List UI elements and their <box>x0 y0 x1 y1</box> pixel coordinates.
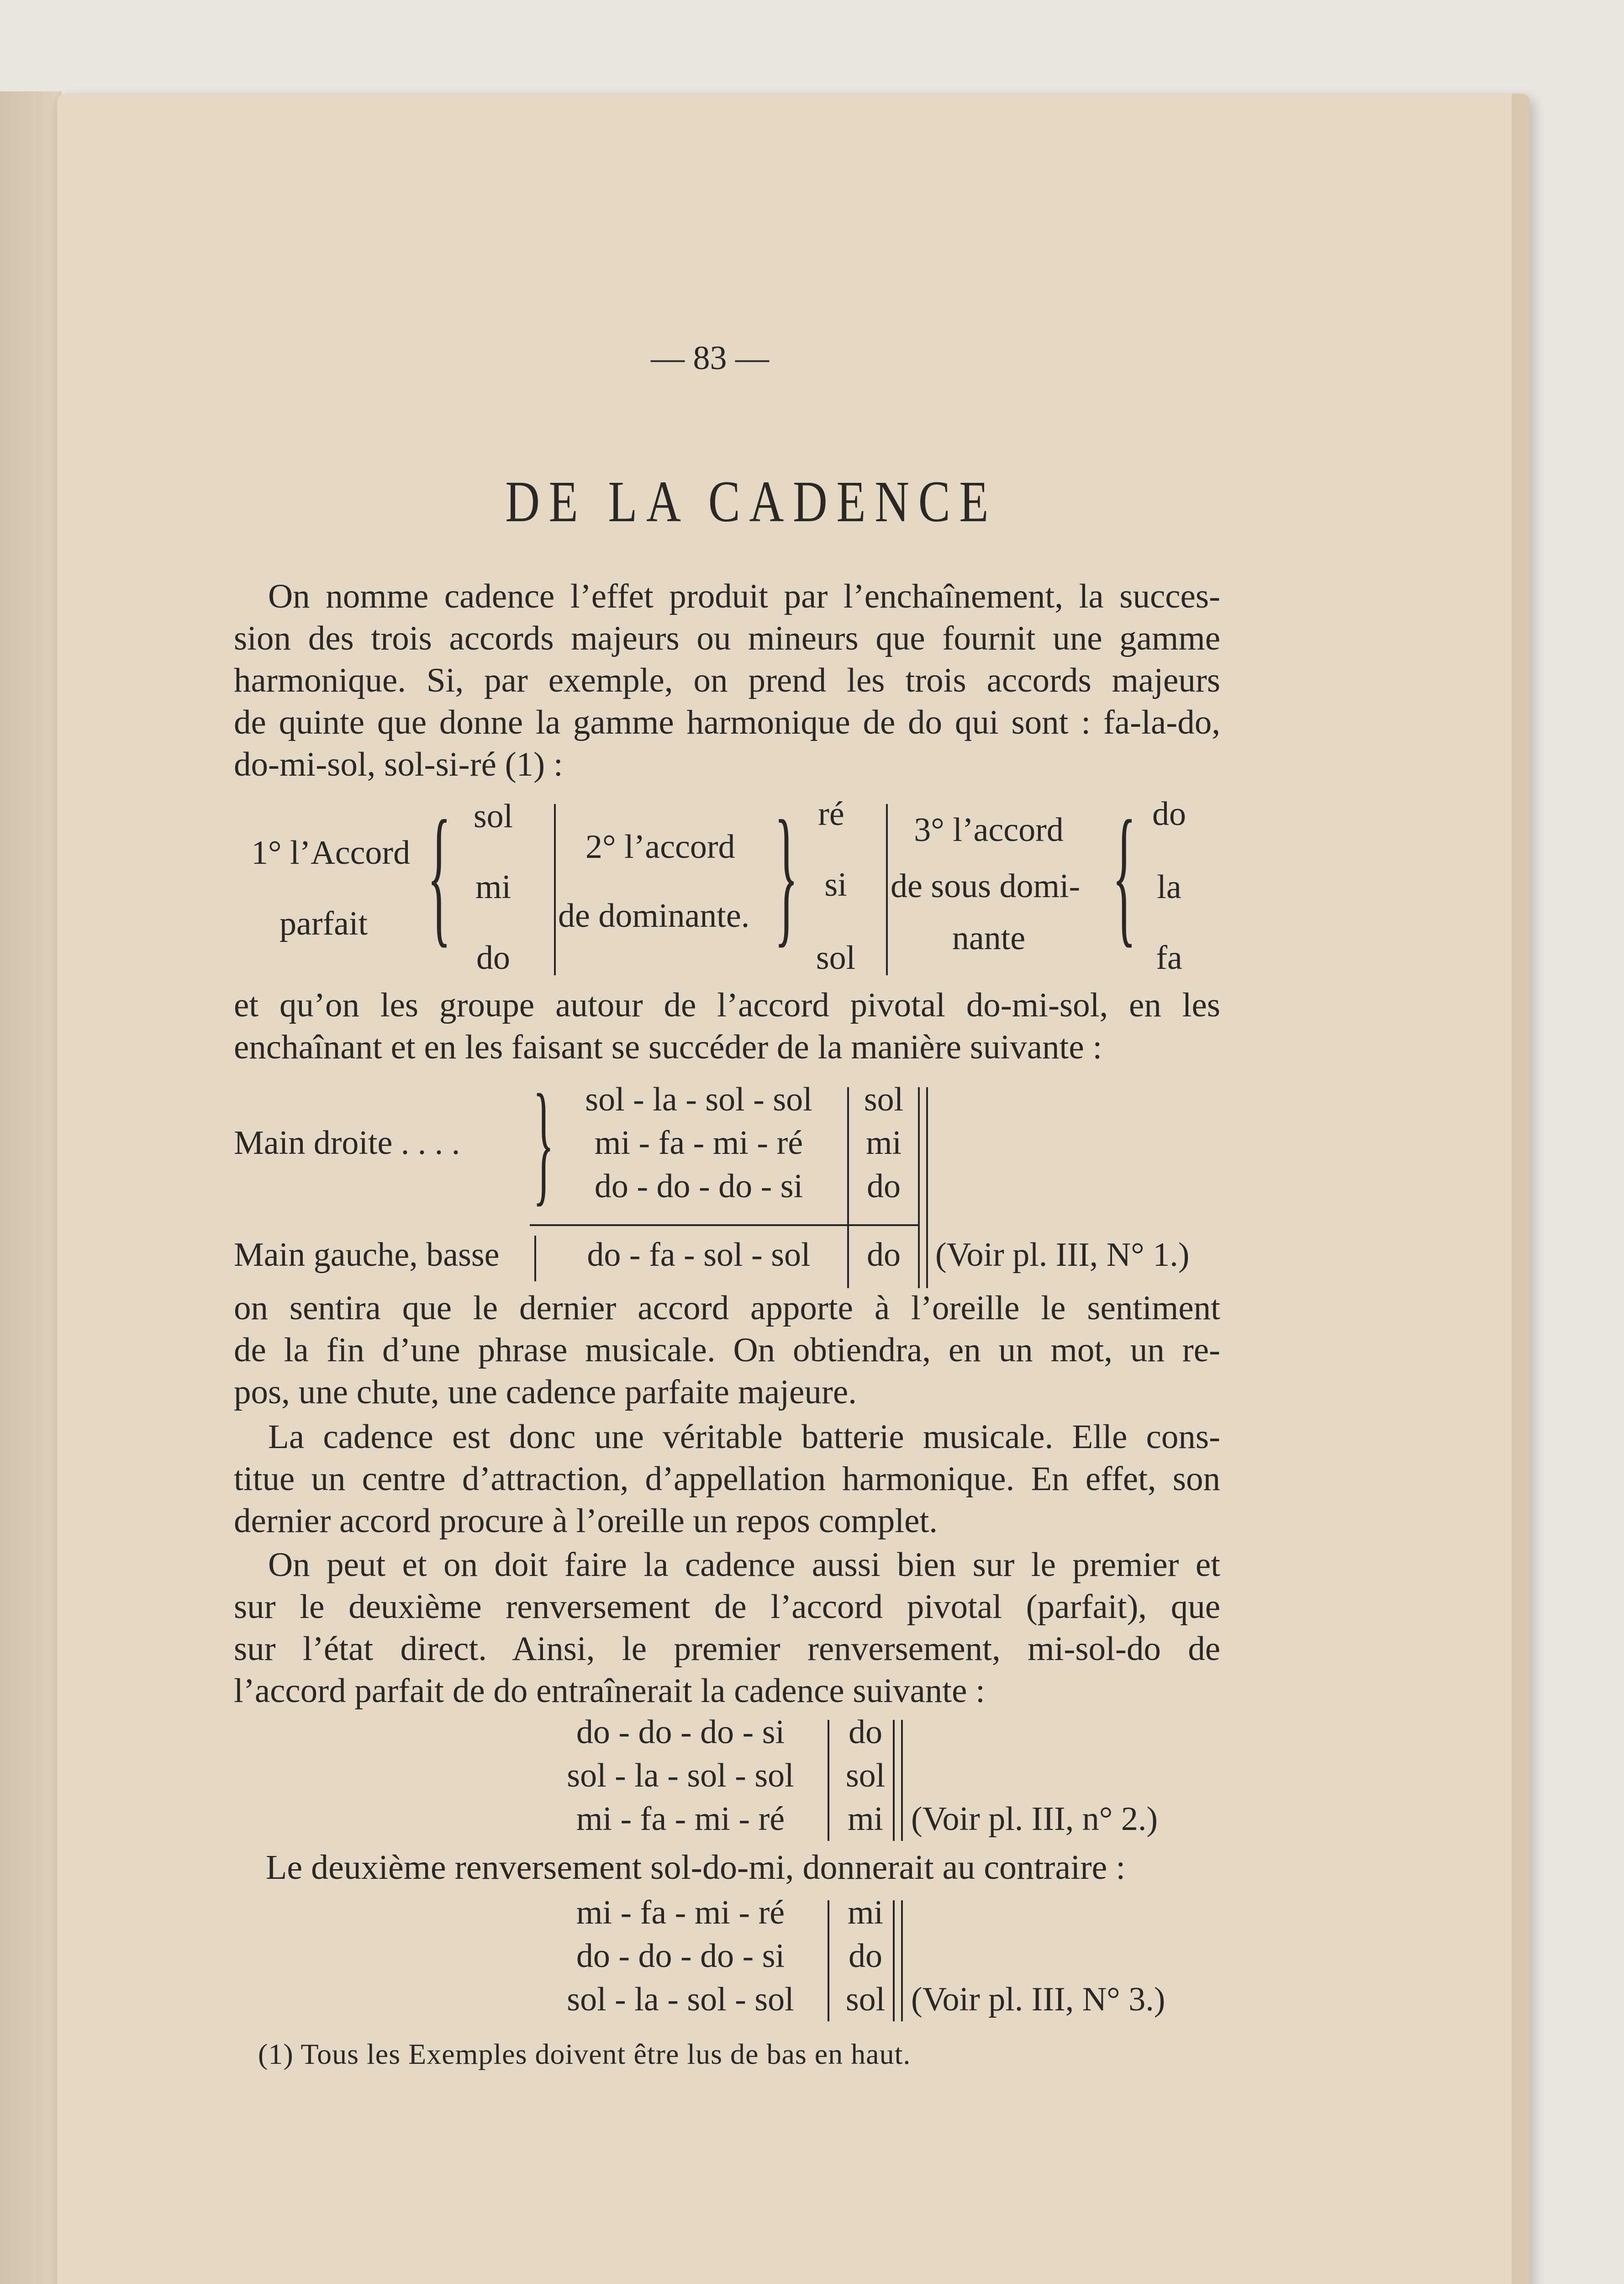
text-line: titue un centre d’attraction, d’appellation harmonique. En effet, son <box>234 1460 1220 1498</box>
plate-reference: (Voir pl. III, N° 3.) <box>911 1981 1165 2018</box>
divider <box>554 804 556 975</box>
cadence-final: mi <box>847 1800 884 1838</box>
book-spine <box>0 91 62 2284</box>
divider <box>534 1236 536 1281</box>
paragraph <box>234 1544 1220 1712</box>
intro-paragraph <box>234 576 1220 786</box>
plate-reference: (Voir pl. III, N° 1.) <box>935 1236 1190 1274</box>
cadence-row: do - do - do - si <box>576 1713 785 1751</box>
divider <box>886 804 888 975</box>
cadence-final: sol <box>845 1757 886 1794</box>
staff-rule <box>530 1224 918 1226</box>
text-line: On peut et on doit faire la cadence aussi bien sur le premier et <box>268 1546 1220 1584</box>
chord-note: do <box>1152 795 1186 833</box>
right-brace: } <box>774 788 798 961</box>
paragraph: Le deuxième renversement sol-do-mi, donnerait au contraire : <box>266 1848 1126 1887</box>
page-edge <box>1512 94 1530 2284</box>
right-hand-label: Main droite . . . . <box>234 1124 460 1162</box>
cadence-final: mi <box>847 1894 884 1931</box>
chord3-label: 3° l’accord <box>914 811 1064 849</box>
bass-row: do - fa - sol - sol <box>587 1236 811 1274</box>
page-title: DE LA CADENCE <box>505 469 998 534</box>
double-bar <box>893 1900 895 2021</box>
chord-note: la <box>1157 868 1181 906</box>
text-line: enchaînant et en les faisant se succéder de la manière suivante : <box>234 1028 1102 1066</box>
page-number: — 83 — <box>651 339 769 377</box>
cadence-row: sol - la - sol - sol <box>567 1981 794 2018</box>
text-line: La cadence est donc une véritable batterie musicale. Elle cons- <box>268 1418 1220 1456</box>
text-line: On nomme cadence l’effet produit par l’enchaînement, la succes- <box>268 577 1220 615</box>
chord2-label: 2° l’accord <box>585 828 735 866</box>
chord-note: fa <box>1156 939 1182 977</box>
cadence-final: do <box>849 1937 882 1975</box>
double-bar <box>926 1087 928 1288</box>
double-bar <box>901 1900 903 2021</box>
bass-final: do <box>867 1236 901 1274</box>
right-brace: } <box>533 1066 554 1218</box>
text-line: de la fin d’une phrase musicale. On obtiendra, en un mot, un re- <box>234 1331 1220 1369</box>
divider <box>828 1900 829 2021</box>
chord-note: sol <box>473 798 513 835</box>
cadence-final: do <box>867 1168 901 1205</box>
chord1-label-cont: parfait <box>279 905 368 942</box>
text-line: harmonique. Si, par exemple, on prend les trois accords majeurs <box>234 661 1220 699</box>
chord-note: mi <box>475 868 511 906</box>
text-line: dernier accord procure à l’oreille un repos complet. <box>234 1502 938 1540</box>
divider <box>847 1087 849 1288</box>
paragraph <box>234 1287 1220 1413</box>
text-line: pos, une chute, une cadence parfaite majeure. <box>234 1373 857 1411</box>
left-hand-label: Main gauche, basse <box>234 1236 500 1274</box>
cadence-final: sol <box>845 1981 886 2018</box>
cadence-final: sol <box>864 1081 904 1118</box>
chord3-label-cont: de sous domi- <box>891 867 1081 905</box>
cadence-row: mi - fa - mi - ré <box>576 1894 785 1931</box>
chord-note: sol <box>816 939 856 977</box>
double-bar <box>893 1720 895 1841</box>
text-line: sion des trois accords majeurs ou mineurs que fournit une gamme <box>234 619 1220 657</box>
cadence-final: mi <box>865 1124 902 1162</box>
double-bar <box>918 1087 920 1288</box>
cadence-row: do - do - do - si <box>576 1937 785 1975</box>
text-line: on sentira que le dernier accord apporte à l’oreille le sentiment <box>234 1289 1220 1327</box>
text-line: et qu’on les groupe autour de l’accord pivotal do-mi-sol, en les <box>234 986 1220 1024</box>
left-brace: { <box>427 788 451 961</box>
chord2-label-cont: de dominante. <box>558 897 750 935</box>
text-line: de quinte que donne la gamme harmonique de do qui sont : fa-la-do, <box>234 703 1220 741</box>
left-brace: { <box>1112 788 1136 961</box>
cadence-row: mi - fa - mi - ré <box>576 1800 785 1838</box>
double-bar <box>901 1720 903 1841</box>
text-line: sur le deuxième renversement de l’accord pivotal (parfait), que <box>234 1588 1220 1626</box>
chord-note: si <box>824 866 847 904</box>
footnote: (1) Tous les Exemples doivent être lus de bas en haut. <box>258 2038 911 2070</box>
cadence-row: sol - la - sol - sol <box>585 1081 812 1118</box>
chord-note: ré <box>818 795 844 833</box>
mid-paragraph <box>234 984 1220 1068</box>
cadence-row: sol - la - sol - sol <box>567 1757 794 1794</box>
chord1-label: 1° l’Accord <box>251 834 411 872</box>
paragraph <box>234 1416 1220 1542</box>
text-line: sur l’état direct. Ainsi, le premier renversement, mi-sol-do de <box>234 1630 1220 1668</box>
cadence-row: mi - fa - mi - ré <box>594 1124 803 1162</box>
divider <box>828 1720 829 1841</box>
chord-note: do <box>476 939 510 977</box>
text-line: do-mi-sol, sol-si-ré (1) : <box>234 745 563 783</box>
cadence-final: do <box>849 1713 882 1751</box>
chord3-label-end: nante <box>952 920 1026 957</box>
cadence-row: do - do - do - si <box>594 1168 803 1205</box>
plate-reference: (Voir pl. III, n° 2.) <box>911 1800 1158 1838</box>
text-line: l’accord parfait de do entraînerait la cadence suivante : <box>234 1672 985 1710</box>
